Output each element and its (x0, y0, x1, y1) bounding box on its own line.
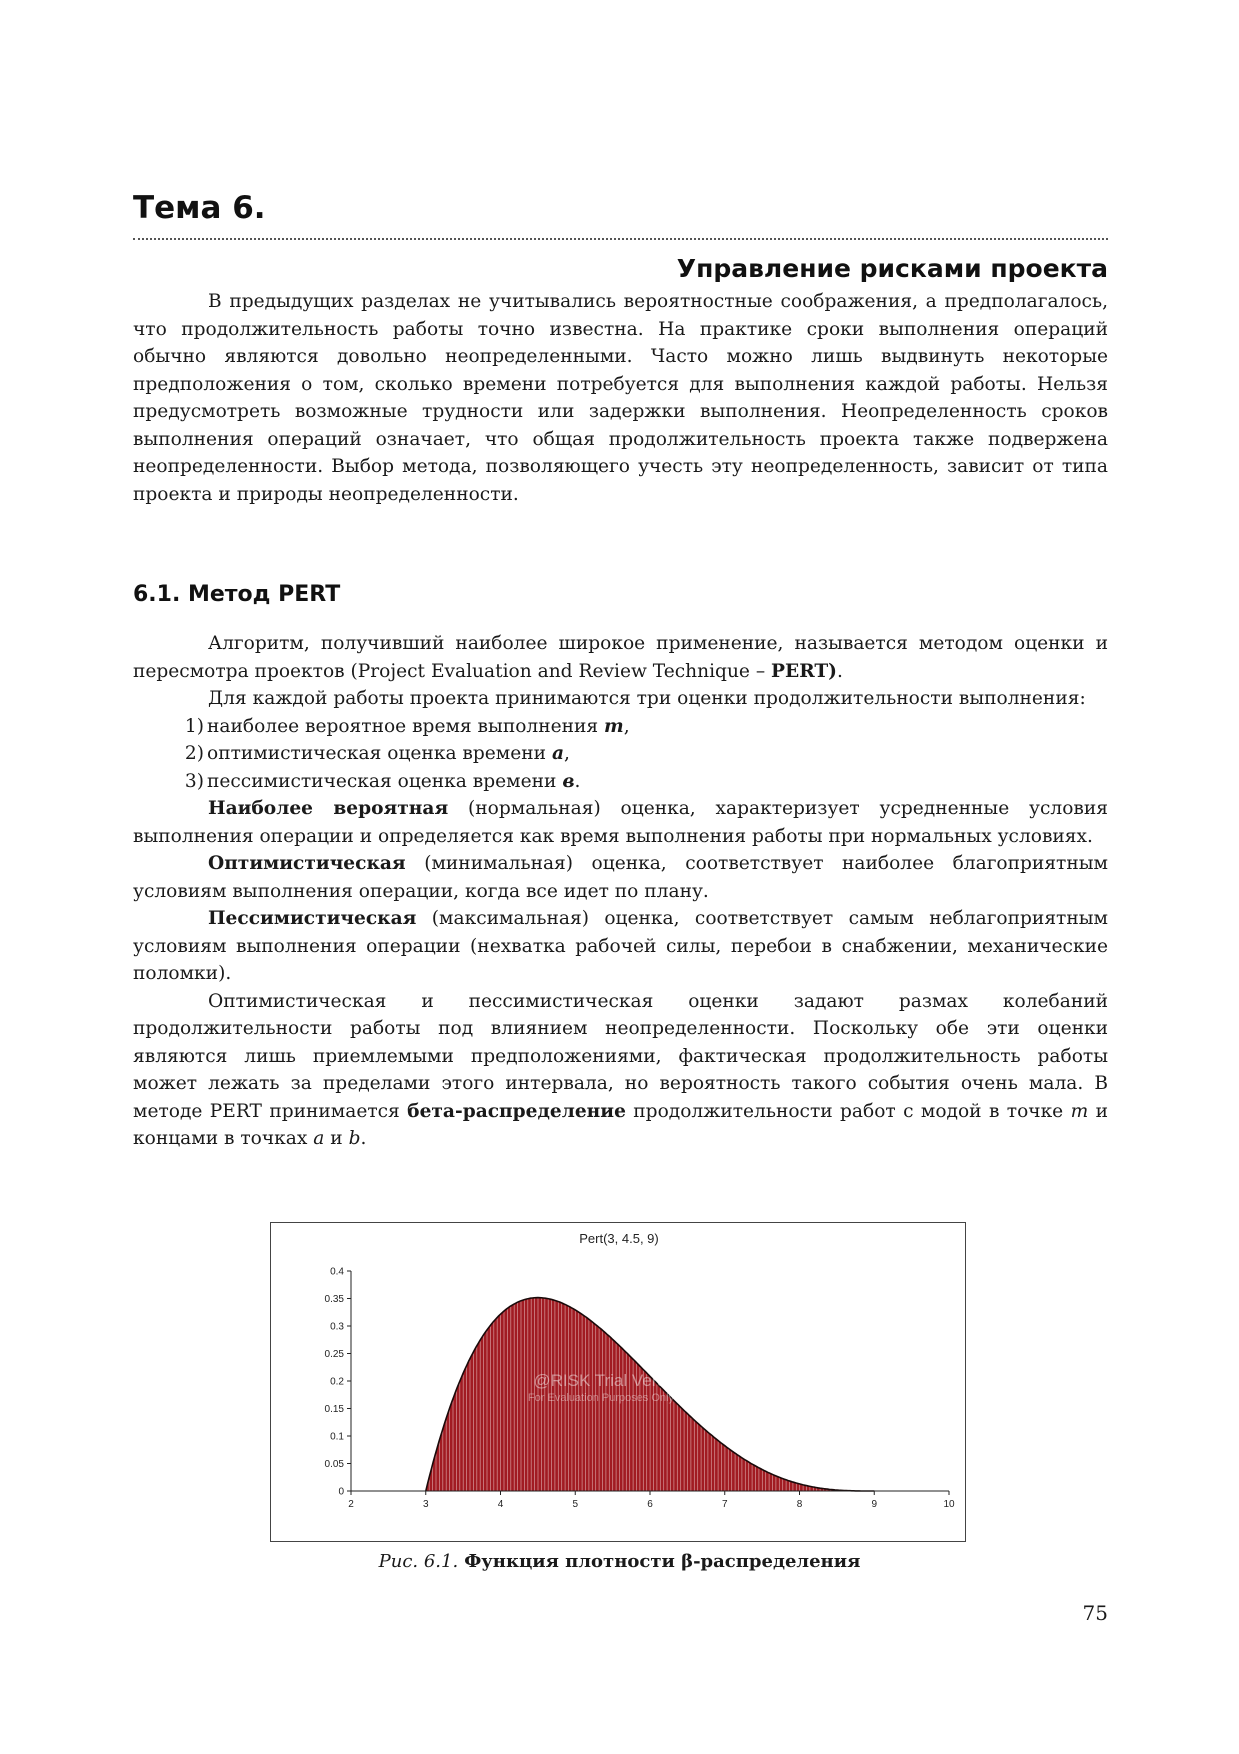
x-tick-label: 4 (497, 1499, 504, 1510)
data-point (743, 1467, 745, 1469)
beta-and: и (324, 1128, 349, 1149)
list-punct: , (564, 743, 570, 764)
term-pessimistic: Пессимистическая (208, 908, 417, 929)
estimates-list (133, 713, 1108, 796)
data-point (705, 1442, 707, 1444)
paragraph-three-estimates: Для каждой работы проекта принимаются три оценки продолжительности выполнения: (208, 688, 1086, 709)
pert-acronym: PERT) (771, 660, 837, 682)
pert-chart (271, 1223, 965, 1541)
data-point (668, 1409, 670, 1411)
caption-text: Функция плотности β-распределения (464, 1551, 861, 1572)
y-tick-label: 0.2 (330, 1376, 344, 1388)
section-body (133, 630, 1108, 1153)
y-tick-label: 0.4 (330, 1266, 344, 1278)
list-variable: в (562, 770, 575, 792)
data-point (612, 1349, 614, 1351)
list-variable: a (551, 743, 565, 764)
x-tick-label: 7 (721, 1499, 728, 1510)
figure-caption (0, 1551, 1239, 1572)
x-tick-label: 3 (422, 1499, 429, 1510)
list-item (133, 713, 1108, 741)
list-text: пессимистическая оценка времени (207, 770, 563, 792)
paragraph-beta (133, 988, 1108, 1153)
beta-text-3: и концами в точках (133, 1100, 1108, 1149)
chart-title: Pert(3, 4.5, 9) (579, 1231, 659, 1246)
pert-intro-text: Алгоритм, получивший наиболее широкое применение, называется методом оценки и пересмотра проектов (Project Evaluation and Review Technique – (133, 633, 1108, 682)
list-text: оптимистическая оценка времени (207, 743, 552, 764)
watermark-line2: For Evaluation Purposes Only (527, 1392, 675, 1404)
list-variable: m (604, 715, 624, 737)
beta-text-1: Оптимистическая и пессимистическая оценки задают размах колебаний продолжительности работы под влиянием неопределенности. Поскольку обе эти оценки являются лишь приемлемыми предположениями, фактическая продолжительность работы может лежать за пределами этого интервала, но вероятность такого события очень мала. В методе PERT принимается (133, 990, 1108, 1122)
title-divider (133, 238, 1108, 240)
list-number: 1) (184, 715, 204, 737)
var-b: b (348, 1128, 361, 1149)
list-punct: , (623, 715, 630, 737)
x-tick-label: 6 (647, 1499, 653, 1510)
term-optimistic: Оптимистическая (208, 853, 406, 874)
var-m: m (1070, 1100, 1089, 1122)
term-most-likely: Наиболее вероятная (208, 798, 449, 819)
most-likely-text: (нормальная) оценка, характеризует усредненные условия выполнения операции и определяется как время выполнения работы при нормальных условиях. (133, 798, 1108, 847)
data-point (799, 1485, 801, 1487)
optimistic-text: (минимальная) оценка, соответствует наиболее благоприятным условиям выполнения операции, когда все идет по плану. (133, 853, 1108, 902)
paragraph-optimistic (133, 850, 1108, 905)
page-number: 75 (1082, 1601, 1108, 1625)
data-point (724, 1456, 726, 1458)
data-point (481, 1342, 483, 1344)
term-beta: бета-распределение (407, 1100, 626, 1122)
data-point (462, 1382, 464, 1384)
x-tick-label: 2 (348, 1499, 354, 1510)
data-point (687, 1427, 689, 1429)
y-tick-label: 0.25 (324, 1349, 344, 1360)
list-punct: . (574, 770, 581, 792)
list-number: 3) (184, 770, 204, 792)
data-point (444, 1436, 446, 1438)
x-tick-label: 8 (796, 1499, 803, 1510)
x-tick-label: 10 (943, 1499, 955, 1510)
data-point (500, 1314, 502, 1316)
list-item (133, 740, 1108, 768)
topic-title: Тема 6. (133, 190, 266, 226)
list-number: 2) (184, 743, 204, 764)
caption-label: Рис. 6.1. (378, 1551, 459, 1572)
data-point (761, 1475, 763, 1477)
data-point (593, 1331, 595, 1333)
list-text: наиболее вероятное время выполнения (207, 715, 605, 737)
intro-text (133, 288, 1108, 508)
data-point (817, 1488, 819, 1490)
data-point (518, 1301, 520, 1303)
paragraph-most-likely (133, 795, 1108, 850)
data-point (780, 1481, 782, 1483)
intro-paragraph: В предыдущих разделах не учитывались вероятностные соображения, а предполагалось, что продолжительность работы точно известна. На практике сроки выполнения операций обычно являются довольно неопределенными. Часто можно лишь выдвинуть некоторые предположения о том, сколько времени потребуется для выполнения каждой работы. Нельзя предусмотреть возможные трудности или задержки выполнения. Неопределенность сроков выполнения операций означает, что общая продолжительность проекта также подвержена неопределенности. Выбор метода, позволяющего учесть эту неопределенность, зависит от типа проекта и природы неопределенности. (133, 291, 1108, 505)
y-tick-label: 0.15 (324, 1404, 344, 1415)
beta-text-2: продолжительности работ с модой в точке (625, 1100, 1071, 1122)
beta-end: . (360, 1128, 367, 1149)
var-a: a (313, 1128, 325, 1149)
y-tick-label: 0.3 (330, 1321, 344, 1333)
list-item (133, 768, 1108, 796)
pessimistic-text: (максимальная) оценка, соответствует самым неблагоприятным условиям выполнения операции (нехватка рабочей силы, перебои в снабжении, механические поломки). (133, 908, 1108, 984)
data-point (537, 1297, 539, 1299)
section-title: 6.1. Метод PERT (133, 582, 341, 607)
pert-intro-end: . (836, 660, 843, 682)
y-tick-label: 0 (338, 1486, 344, 1498)
y-tick-label: 0.05 (324, 1459, 344, 1470)
data-point (575, 1314, 577, 1316)
paragraph-pessimistic (133, 905, 1108, 988)
pert-chart-figure (270, 1222, 966, 1542)
y-tick-label: 0.35 (324, 1294, 344, 1305)
x-tick-label: 9 (871, 1499, 878, 1510)
paragraph-pert-intro (133, 630, 1108, 685)
watermark-line1: @RISK Trial Version (533, 1371, 689, 1390)
y-tick-label: 0.1 (330, 1431, 344, 1443)
chapter-title: Управление рисками проекта (676, 254, 1108, 283)
data-point (556, 1303, 558, 1305)
x-tick-label: 5 (572, 1499, 579, 1510)
